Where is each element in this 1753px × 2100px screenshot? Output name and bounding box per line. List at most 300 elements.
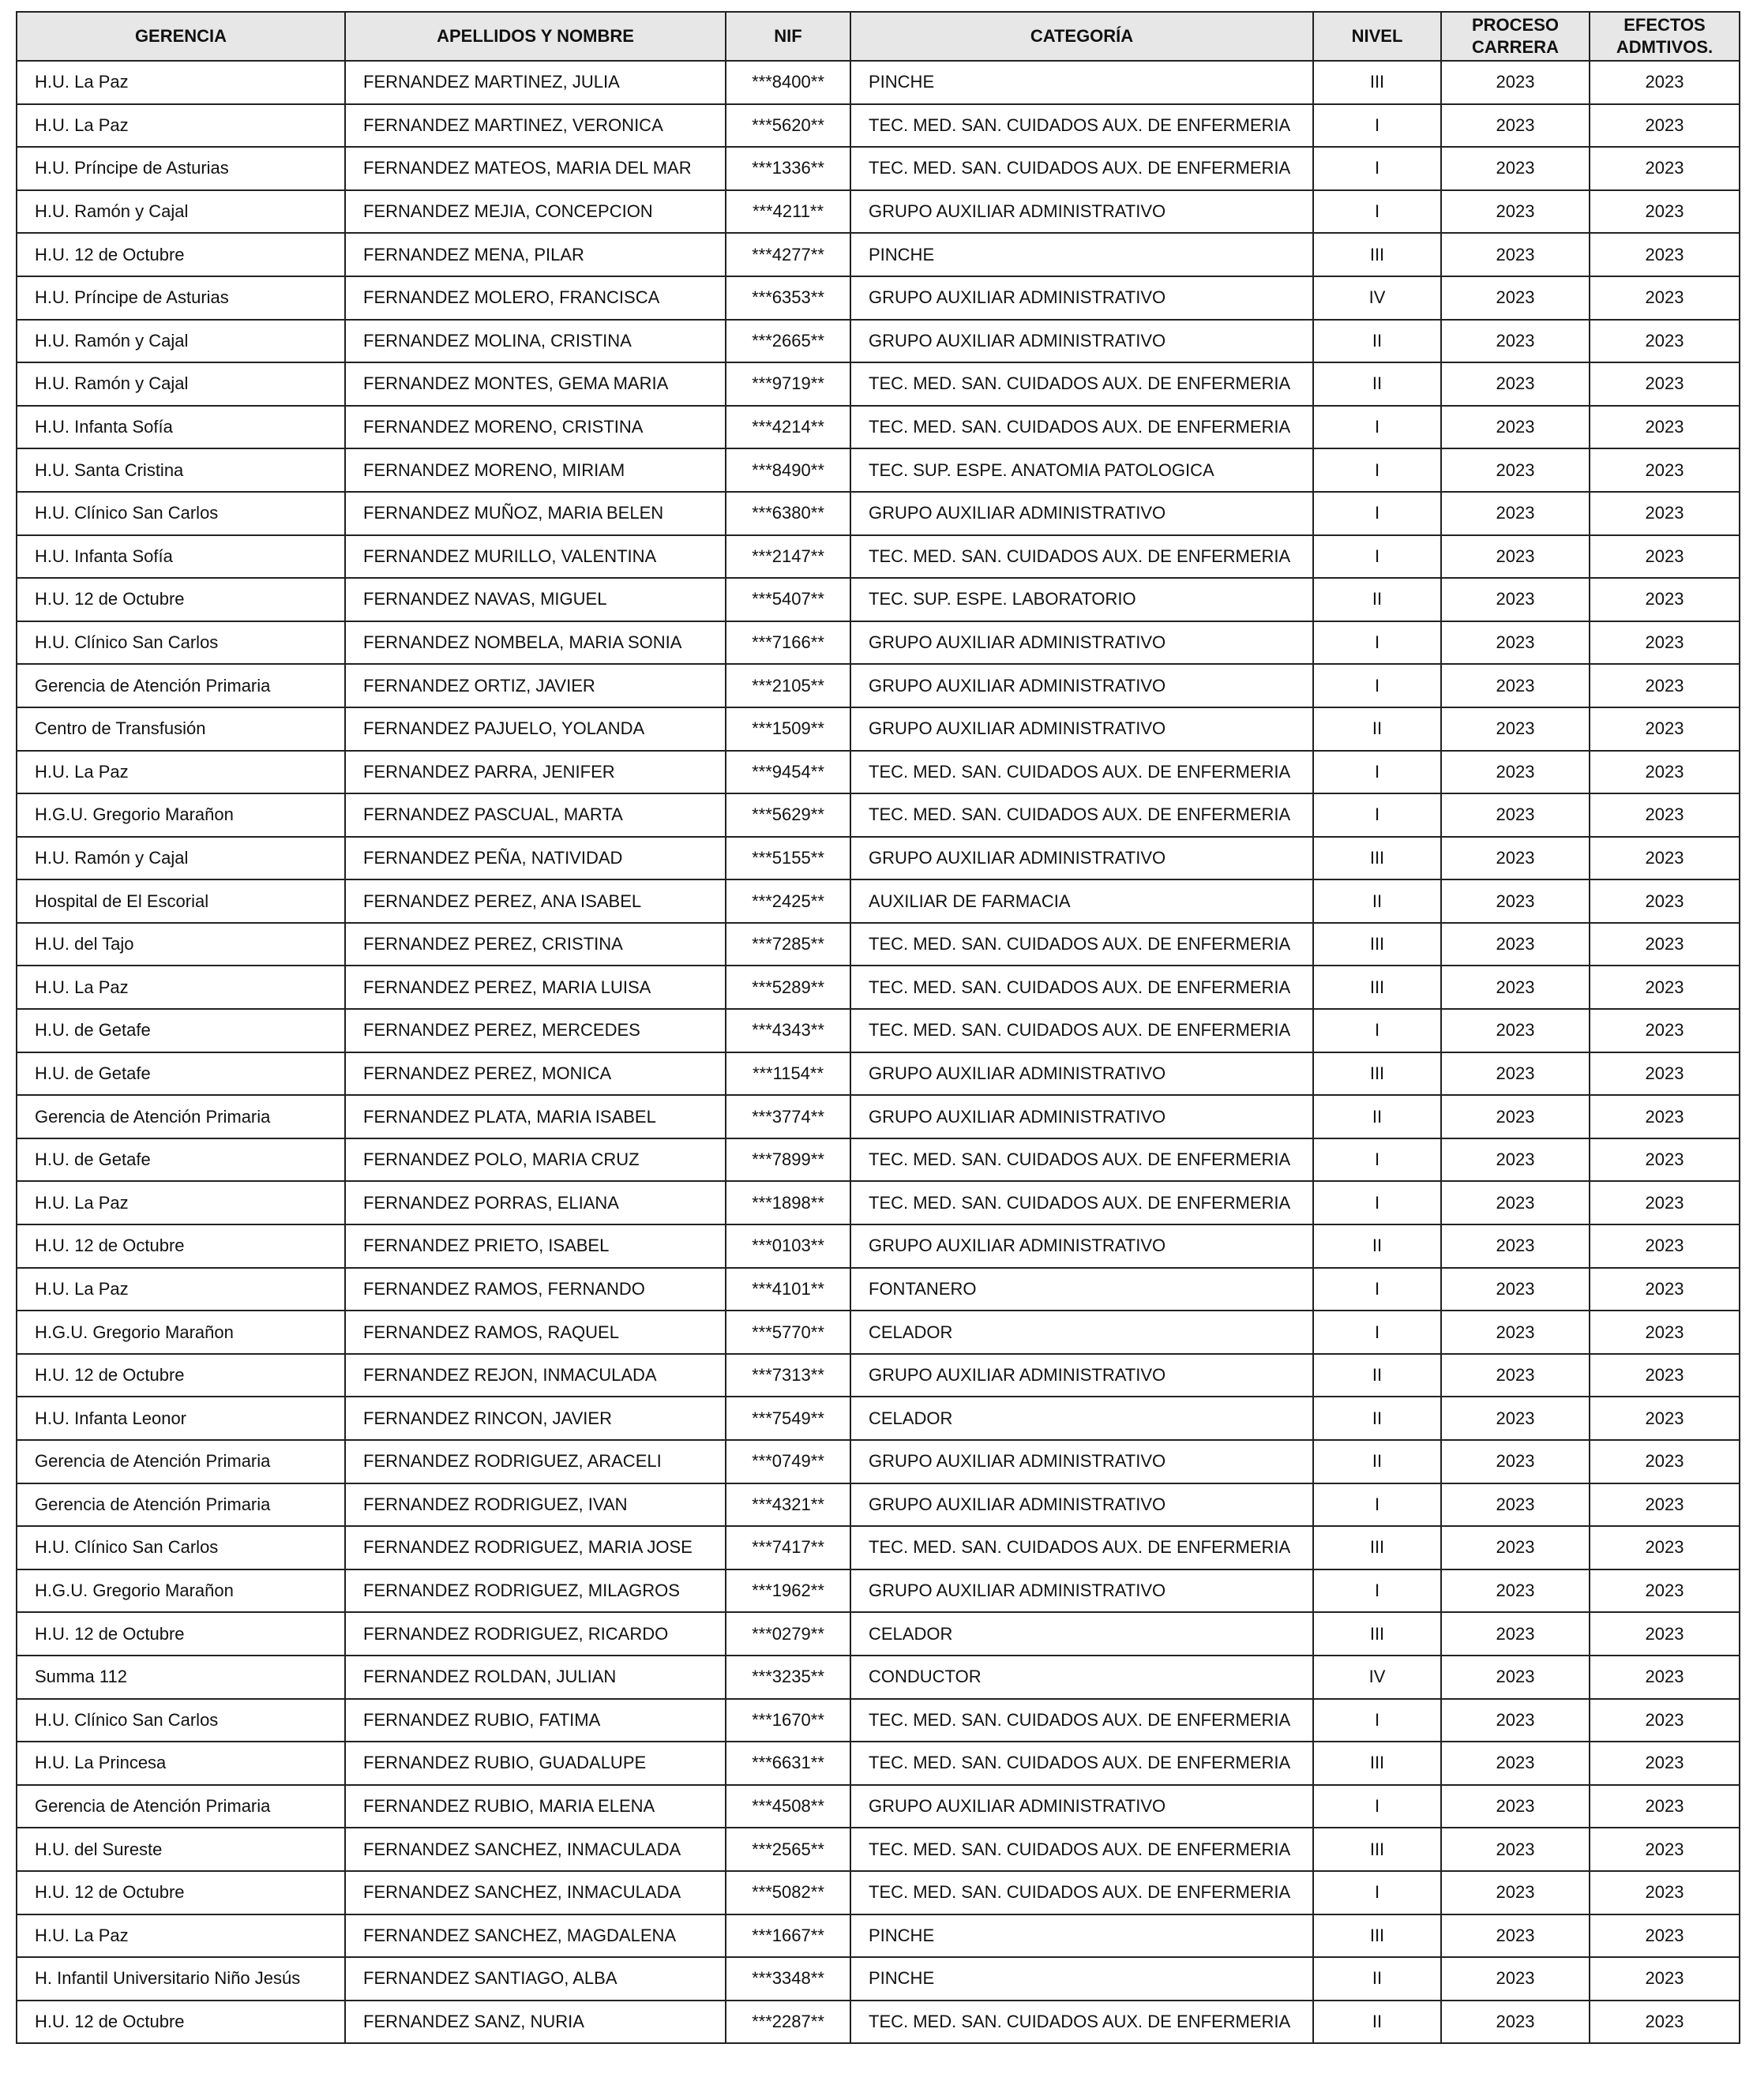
cell-proceso: 2023 bbox=[1441, 1354, 1590, 1397]
cell-nombre: FERNANDEZ PEÑA, NATIVIDAD bbox=[345, 837, 726, 880]
cell-proceso: 2023 bbox=[1441, 1785, 1590, 1828]
cell-nivel: I bbox=[1313, 1699, 1441, 1742]
cell-proceso: 2023 bbox=[1441, 1828, 1590, 1871]
cell-proceso: 2023 bbox=[1441, 1526, 1590, 1569]
cell-proceso: 2023 bbox=[1441, 1871, 1590, 1914]
cell-nivel: III bbox=[1313, 233, 1441, 276]
cell-nombre: FERNANDEZ MOLINA, CRISTINA bbox=[345, 320, 726, 363]
cell-nivel: I bbox=[1313, 751, 1441, 794]
cell-gerencia: H.U. 12 de Octubre bbox=[17, 233, 345, 276]
cell-nif: ***1898** bbox=[726, 1181, 850, 1224]
cell-nombre: FERNANDEZ RODRIGUEZ, ARACELI bbox=[345, 1440, 726, 1483]
cell-efectos: 2023 bbox=[1590, 1354, 1740, 1397]
table-row bbox=[17, 233, 1740, 276]
cell-proceso: 2023 bbox=[1441, 1656, 1590, 1699]
cell-efectos: 2023 bbox=[1590, 233, 1740, 276]
cell-categoria: GRUPO AUXILIAR ADMINISTRATIVO bbox=[850, 276, 1313, 320]
cell-nombre: FERNANDEZ NOMBELA, MARIA SONIA bbox=[345, 621, 726, 665]
cell-proceso: 2023 bbox=[1441, 233, 1590, 276]
cell-nif: ***2565** bbox=[726, 1828, 850, 1871]
table-row bbox=[17, 320, 1740, 363]
cell-efectos: 2023 bbox=[1590, 1742, 1740, 1785]
cell-efectos: 2023 bbox=[1590, 751, 1740, 794]
cell-efectos: 2023 bbox=[1590, 1569, 1740, 1613]
table-row bbox=[17, 535, 1740, 579]
cell-gerencia: Gerencia de Atención Primaria bbox=[17, 1483, 345, 1527]
cell-nif: ***3774** bbox=[726, 1095, 850, 1138]
header-nivel: NIVEL bbox=[1313, 12, 1441, 61]
cell-efectos: 2023 bbox=[1590, 448, 1740, 492]
cell-proceso: 2023 bbox=[1441, 190, 1590, 234]
cell-proceso: 2023 bbox=[1441, 1009, 1590, 1052]
cell-gerencia: H.U. del Tajo bbox=[17, 923, 345, 966]
cell-efectos: 2023 bbox=[1590, 923, 1740, 966]
table-row bbox=[17, 362, 1740, 406]
cell-nif: ***7549** bbox=[726, 1397, 850, 1440]
cell-proceso: 2023 bbox=[1441, 276, 1590, 320]
cell-gerencia: H.U. Ramón y Cajal bbox=[17, 362, 345, 406]
table-row bbox=[17, 1569, 1740, 1613]
cell-proceso: 2023 bbox=[1441, 535, 1590, 579]
cell-gerencia: H.U. 12 de Octubre bbox=[17, 1224, 345, 1268]
table-row bbox=[17, 837, 1740, 880]
cell-nif: ***5155** bbox=[726, 837, 850, 880]
table-row bbox=[17, 751, 1740, 794]
cell-proceso: 2023 bbox=[1441, 104, 1590, 148]
cell-nivel: I bbox=[1313, 1138, 1441, 1182]
cell-nombre: FERNANDEZ RUBIO, GUADALUPE bbox=[345, 1742, 726, 1785]
cell-proceso: 2023 bbox=[1441, 664, 1590, 707]
cell-nivel: III bbox=[1313, 923, 1441, 966]
cell-categoria: TEC. MED. SAN. CUIDADOS AUX. DE ENFERMERIA bbox=[850, 362, 1313, 406]
cell-efectos: 2023 bbox=[1590, 1138, 1740, 1182]
cell-categoria: PINCHE bbox=[850, 1914, 1313, 1958]
cell-proceso: 2023 bbox=[1441, 578, 1590, 621]
cell-categoria: GRUPO AUXILIAR ADMINISTRATIVO bbox=[850, 1785, 1313, 1828]
cell-nif: ***1509** bbox=[726, 707, 850, 751]
cell-categoria: CELADOR bbox=[850, 1397, 1313, 1440]
cell-gerencia: Gerencia de Atención Primaria bbox=[17, 664, 345, 707]
cell-gerencia: H.U. Infanta Sofía bbox=[17, 406, 345, 449]
cell-nivel: I bbox=[1313, 406, 1441, 449]
cell-nivel: III bbox=[1313, 1612, 1441, 1656]
cell-nombre: FERNANDEZ MURILLO, VALENTINA bbox=[345, 535, 726, 579]
header-nif: NIF bbox=[726, 12, 850, 61]
cell-categoria: GRUPO AUXILIAR ADMINISTRATIVO bbox=[850, 707, 1313, 751]
table-row bbox=[17, 448, 1740, 492]
cell-gerencia: H.U. de Getafe bbox=[17, 1009, 345, 1052]
cell-nif: ***5620** bbox=[726, 104, 850, 148]
header-proceso-carrera bbox=[1441, 12, 1590, 61]
cell-nif: ***5082** bbox=[726, 1871, 850, 1914]
cell-nif: ***2287** bbox=[726, 2001, 850, 2044]
table-row bbox=[17, 61, 1740, 104]
cell-efectos: 2023 bbox=[1590, 1440, 1740, 1483]
cell-proceso: 2023 bbox=[1441, 362, 1590, 406]
cell-nombre: FERNANDEZ POLO, MARIA CRUZ bbox=[345, 1138, 726, 1182]
cell-nif: ***4214** bbox=[726, 406, 850, 449]
cell-nombre: FERNANDEZ MATEOS, MARIA DEL MAR bbox=[345, 147, 726, 190]
table-row bbox=[17, 923, 1740, 966]
cell-nombre: FERNANDEZ PEREZ, CRISTINA bbox=[345, 923, 726, 966]
cell-efectos: 2023 bbox=[1590, 1656, 1740, 1699]
cell-proceso: 2023 bbox=[1441, 1914, 1590, 1958]
table-row bbox=[17, 406, 1740, 449]
table-row bbox=[17, 2001, 1740, 2044]
cell-nombre: FERNANDEZ PLATA, MARIA ISABEL bbox=[345, 1095, 726, 1138]
cell-gerencia: Centro de Transfusión bbox=[17, 707, 345, 751]
cell-gerencia: H.U. La Paz bbox=[17, 1268, 345, 1311]
document-page bbox=[16, 11, 1740, 2044]
cell-proceso: 2023 bbox=[1441, 492, 1590, 535]
cell-gerencia: Gerencia de Atención Primaria bbox=[17, 1095, 345, 1138]
cell-nif: ***9454** bbox=[726, 751, 850, 794]
cell-nombre: FERNANDEZ PASCUAL, MARTA bbox=[345, 793, 726, 837]
cell-nivel: II bbox=[1313, 1095, 1441, 1138]
cell-efectos: 2023 bbox=[1590, 879, 1740, 923]
cell-nivel: II bbox=[1313, 707, 1441, 751]
cell-gerencia: H.U. Infanta Sofía bbox=[17, 535, 345, 579]
cell-efectos: 2023 bbox=[1590, 276, 1740, 320]
cell-nivel: III bbox=[1313, 61, 1441, 104]
cell-nivel: I bbox=[1313, 1311, 1441, 1354]
cell-gerencia: H.U. La Paz bbox=[17, 751, 345, 794]
table-row bbox=[17, 1914, 1740, 1958]
cell-nif: ***9719** bbox=[726, 362, 850, 406]
table-row bbox=[17, 621, 1740, 665]
table-row bbox=[17, 1354, 1740, 1397]
cell-nivel: I bbox=[1313, 664, 1441, 707]
cell-proceso: 2023 bbox=[1441, 793, 1590, 837]
cell-proceso: 2023 bbox=[1441, 879, 1590, 923]
table-row bbox=[17, 1699, 1740, 1742]
cell-nif: ***4101** bbox=[726, 1268, 850, 1311]
cell-nombre: FERNANDEZ NAVAS, MIGUEL bbox=[345, 578, 726, 621]
cell-nombre: FERNANDEZ SANZ, NURIA bbox=[345, 2001, 726, 2044]
header-nombre: APELLIDOS Y NOMBRE bbox=[345, 12, 726, 61]
cell-nombre: FERNANDEZ SANCHEZ, INMACULADA bbox=[345, 1828, 726, 1871]
cell-categoria: TEC. MED. SAN. CUIDADOS AUX. DE ENFERMERIA bbox=[850, 406, 1313, 449]
cell-efectos: 2023 bbox=[1590, 535, 1740, 579]
cell-nif: ***6353** bbox=[726, 276, 850, 320]
cell-proceso: 2023 bbox=[1441, 1224, 1590, 1268]
cell-nif: ***7166** bbox=[726, 621, 850, 665]
cell-nivel: I bbox=[1313, 190, 1441, 234]
cell-categoria: GRUPO AUXILIAR ADMINISTRATIVO bbox=[850, 621, 1313, 665]
cell-gerencia: H.U. 12 de Octubre bbox=[17, 578, 345, 621]
cell-nif: ***0103** bbox=[726, 1224, 850, 1268]
cell-nivel: II bbox=[1313, 2001, 1441, 2044]
table-row bbox=[17, 1009, 1740, 1052]
cell-nombre: FERNANDEZ PEREZ, ANA ISABEL bbox=[345, 879, 726, 923]
cell-nif: ***1154** bbox=[726, 1052, 850, 1096]
cell-nombre: FERNANDEZ PARRA, JENIFER bbox=[345, 751, 726, 794]
cell-nivel: I bbox=[1313, 104, 1441, 148]
cell-nif: ***1336** bbox=[726, 147, 850, 190]
table-body bbox=[17, 61, 1740, 2043]
cell-nombre: FERNANDEZ RODRIGUEZ, RICARDO bbox=[345, 1612, 726, 1656]
cell-efectos: 2023 bbox=[1590, 1871, 1740, 1914]
cell-nombre: FERNANDEZ PEREZ, MARIA LUISA bbox=[345, 966, 726, 1009]
cell-efectos: 2023 bbox=[1590, 664, 1740, 707]
cell-proceso: 2023 bbox=[1441, 837, 1590, 880]
cell-nif: ***4211** bbox=[726, 190, 850, 234]
cell-gerencia: H.U. 12 de Octubre bbox=[17, 1871, 345, 1914]
cell-efectos: 2023 bbox=[1590, 2001, 1740, 2044]
cell-gerencia: H.G.U. Gregorio Marañon bbox=[17, 1569, 345, 1613]
cell-gerencia: H.U. La Paz bbox=[17, 104, 345, 148]
cell-nombre: FERNANDEZ RODRIGUEZ, MILAGROS bbox=[345, 1569, 726, 1613]
cell-nivel: II bbox=[1313, 1440, 1441, 1483]
header-proceso-line1: PROCESO bbox=[1471, 15, 1560, 35]
cell-nivel: II bbox=[1313, 578, 1441, 621]
cell-nif: ***2425** bbox=[726, 879, 850, 923]
cell-nombre: FERNANDEZ PAJUELO, YOLANDA bbox=[345, 707, 726, 751]
header-efectos-line2: ADMTIVOS. bbox=[1616, 37, 1714, 57]
table-row bbox=[17, 147, 1740, 190]
cell-nivel: II bbox=[1313, 1354, 1441, 1397]
cell-nif: ***6631** bbox=[726, 1742, 850, 1785]
cell-nombre: FERNANDEZ RAMOS, RAQUEL bbox=[345, 1311, 726, 1354]
table-row bbox=[17, 1828, 1740, 1871]
cell-proceso: 2023 bbox=[1441, 751, 1590, 794]
cell-categoria: FONTANERO bbox=[850, 1268, 1313, 1311]
cell-categoria: GRUPO AUXILIAR ADMINISTRATIVO bbox=[850, 1483, 1313, 1527]
cell-nif: ***3348** bbox=[726, 1957, 850, 2001]
header-categoria: CATEGORÍA bbox=[850, 12, 1313, 61]
table-row bbox=[17, 578, 1740, 621]
cell-nif: ***8490** bbox=[726, 448, 850, 492]
cell-nif: ***1670** bbox=[726, 1699, 850, 1742]
cell-nombre: FERNANDEZ PRIETO, ISABEL bbox=[345, 1224, 726, 1268]
cell-nivel: I bbox=[1313, 492, 1441, 535]
cell-nombre: FERNANDEZ SANCHEZ, INMACULADA bbox=[345, 1871, 726, 1914]
table-row bbox=[17, 1397, 1740, 1440]
cell-nivel: I bbox=[1313, 1181, 1441, 1224]
cell-categoria: TEC. MED. SAN. CUIDADOS AUX. DE ENFERMERIA bbox=[850, 793, 1313, 837]
cell-nif: ***4277** bbox=[726, 233, 850, 276]
cell-proceso: 2023 bbox=[1441, 1742, 1590, 1785]
cell-efectos: 2023 bbox=[1590, 1224, 1740, 1268]
table-row bbox=[17, 1612, 1740, 1656]
cell-gerencia: H.U. Príncipe de Asturias bbox=[17, 147, 345, 190]
cell-categoria: TEC. MED. SAN. CUIDADOS AUX. DE ENFERMERIA bbox=[850, 2001, 1313, 2044]
table-row bbox=[17, 1311, 1740, 1354]
table-header-row bbox=[17, 12, 1740, 61]
cell-proceso: 2023 bbox=[1441, 1095, 1590, 1138]
cell-nombre: FERNANDEZ MARTINEZ, JULIA bbox=[345, 61, 726, 104]
cell-efectos: 2023 bbox=[1590, 1181, 1740, 1224]
table-row bbox=[17, 276, 1740, 320]
cell-nombre: FERNANDEZ PEREZ, MONICA bbox=[345, 1052, 726, 1096]
cell-categoria: GRUPO AUXILIAR ADMINISTRATIVO bbox=[850, 1354, 1313, 1397]
cell-proceso: 2023 bbox=[1441, 147, 1590, 190]
cell-nivel: III bbox=[1313, 837, 1441, 880]
cell-gerencia: H.U. La Paz bbox=[17, 61, 345, 104]
table-row bbox=[17, 1742, 1740, 1785]
cell-gerencia: H.U. La Paz bbox=[17, 1914, 345, 1958]
cell-proceso: 2023 bbox=[1441, 1483, 1590, 1527]
cell-categoria: GRUPO AUXILIAR ADMINISTRATIVO bbox=[850, 1569, 1313, 1613]
table-row bbox=[17, 1052, 1740, 1096]
cell-gerencia: H.U. Clínico San Carlos bbox=[17, 621, 345, 665]
cell-efectos: 2023 bbox=[1590, 1785, 1740, 1828]
table-row bbox=[17, 1656, 1740, 1699]
cell-efectos: 2023 bbox=[1590, 147, 1740, 190]
cell-proceso: 2023 bbox=[1441, 1440, 1590, 1483]
cell-efectos: 2023 bbox=[1590, 1828, 1740, 1871]
cell-gerencia: H.U. 12 de Octubre bbox=[17, 1612, 345, 1656]
table-row bbox=[17, 190, 1740, 234]
cell-categoria: TEC. MED. SAN. CUIDADOS AUX. DE ENFERMERIA bbox=[850, 1138, 1313, 1182]
cell-nombre: FERNANDEZ PEREZ, MERCEDES bbox=[345, 1009, 726, 1052]
cell-nivel: I bbox=[1313, 793, 1441, 837]
table-row bbox=[17, 492, 1740, 535]
cell-proceso: 2023 bbox=[1441, 1052, 1590, 1096]
cell-gerencia: H.U. 12 de Octubre bbox=[17, 2001, 345, 2044]
header-proceso-line2: CARRERA bbox=[1472, 37, 1559, 57]
cell-proceso: 2023 bbox=[1441, 448, 1590, 492]
cell-proceso: 2023 bbox=[1441, 923, 1590, 966]
cell-efectos: 2023 bbox=[1590, 1526, 1740, 1569]
cell-categoria: TEC. MED. SAN. CUIDADOS AUX. DE ENFERMERIA bbox=[850, 104, 1313, 148]
cell-categoria: TEC. MED. SAN. CUIDADOS AUX. DE ENFERMERIA bbox=[850, 1009, 1313, 1052]
cell-nivel: II bbox=[1313, 320, 1441, 363]
cell-nivel: I bbox=[1313, 535, 1441, 579]
cell-nif: ***1667** bbox=[726, 1914, 850, 1958]
cell-efectos: 2023 bbox=[1590, 1699, 1740, 1742]
cell-proceso: 2023 bbox=[1441, 1957, 1590, 2001]
cell-proceso: 2023 bbox=[1441, 966, 1590, 1009]
table-row bbox=[17, 966, 1740, 1009]
cell-proceso: 2023 bbox=[1441, 1397, 1590, 1440]
cell-categoria: GRUPO AUXILIAR ADMINISTRATIVO bbox=[850, 190, 1313, 234]
cell-categoria: TEC. MED. SAN. CUIDADOS AUX. DE ENFERMERIA bbox=[850, 1828, 1313, 1871]
cell-proceso: 2023 bbox=[1441, 1268, 1590, 1311]
table-row bbox=[17, 793, 1740, 837]
table-row bbox=[17, 1526, 1740, 1569]
cell-nif: ***7313** bbox=[726, 1354, 850, 1397]
cell-nif: ***3235** bbox=[726, 1656, 850, 1699]
cell-gerencia: H.U. del Sureste bbox=[17, 1828, 345, 1871]
cell-gerencia: H. Infantil Universitario Niño Jesús bbox=[17, 1957, 345, 2001]
cell-categoria: GRUPO AUXILIAR ADMINISTRATIVO bbox=[850, 320, 1313, 363]
cell-gerencia: H.U. de Getafe bbox=[17, 1138, 345, 1182]
cell-efectos: 2023 bbox=[1590, 1009, 1740, 1052]
cell-categoria: TEC. MED. SAN. CUIDADOS AUX. DE ENFERMERIA bbox=[850, 1699, 1313, 1742]
table-row bbox=[17, 1785, 1740, 1828]
cell-gerencia: Gerencia de Atención Primaria bbox=[17, 1785, 345, 1828]
cell-nombre: FERNANDEZ MUÑOZ, MARIA BELEN bbox=[345, 492, 726, 535]
cell-categoria: GRUPO AUXILIAR ADMINISTRATIVO bbox=[850, 1224, 1313, 1268]
cell-nif: ***6380** bbox=[726, 492, 850, 535]
cell-nombre: FERNANDEZ RODRIGUEZ, MARIA JOSE bbox=[345, 1526, 726, 1569]
cell-efectos: 2023 bbox=[1590, 1914, 1740, 1958]
cell-nif: ***8400** bbox=[726, 61, 850, 104]
cell-nif: ***0749** bbox=[726, 1440, 850, 1483]
cell-categoria: PINCHE bbox=[850, 233, 1313, 276]
table-row bbox=[17, 664, 1740, 707]
cell-gerencia: H.U. Clínico San Carlos bbox=[17, 1526, 345, 1569]
table-row bbox=[17, 1095, 1740, 1138]
cell-nif: ***0279** bbox=[726, 1612, 850, 1656]
cell-proceso: 2023 bbox=[1441, 61, 1590, 104]
cell-efectos: 2023 bbox=[1590, 190, 1740, 234]
cell-gerencia: H.G.U. Gregorio Marañon bbox=[17, 793, 345, 837]
cell-proceso: 2023 bbox=[1441, 1569, 1590, 1613]
cell-proceso: 2023 bbox=[1441, 320, 1590, 363]
cell-nivel: II bbox=[1313, 1397, 1441, 1440]
table-row bbox=[17, 1138, 1740, 1182]
cell-categoria: GRUPO AUXILIAR ADMINISTRATIVO bbox=[850, 664, 1313, 707]
cell-nombre: FERNANDEZ MEJIA, CONCEPCION bbox=[345, 190, 726, 234]
cell-nivel: II bbox=[1313, 1224, 1441, 1268]
cell-nombre: FERNANDEZ PORRAS, ELIANA bbox=[345, 1181, 726, 1224]
cell-categoria: TEC. SUP. ESPE. LABORATORIO bbox=[850, 578, 1313, 621]
cell-nivel: IV bbox=[1313, 1656, 1441, 1699]
cell-nif: ***4321** bbox=[726, 1483, 850, 1527]
cell-nivel: I bbox=[1313, 448, 1441, 492]
cell-nif: ***4343** bbox=[726, 1009, 850, 1052]
cell-nif: ***7899** bbox=[726, 1138, 850, 1182]
cell-nombre: FERNANDEZ MORENO, CRISTINA bbox=[345, 406, 726, 449]
cell-efectos: 2023 bbox=[1590, 578, 1740, 621]
cell-categoria: TEC. MED. SAN. CUIDADOS AUX. DE ENFERMERIA bbox=[850, 923, 1313, 966]
header-efectos-line1: EFECTOS bbox=[1623, 15, 1706, 35]
cell-nif: ***2147** bbox=[726, 535, 850, 579]
cell-efectos: 2023 bbox=[1590, 621, 1740, 665]
cell-efectos: 2023 bbox=[1590, 837, 1740, 880]
cell-efectos: 2023 bbox=[1590, 1483, 1740, 1527]
cell-nombre: FERNANDEZ RINCON, JAVIER bbox=[345, 1397, 726, 1440]
cell-categoria: TEC. MED. SAN. CUIDADOS AUX. DE ENFERMERIA bbox=[850, 1181, 1313, 1224]
cell-nivel: II bbox=[1313, 362, 1441, 406]
cell-nombre: FERNANDEZ ORTIZ, JAVIER bbox=[345, 664, 726, 707]
cell-gerencia: H.U. Ramón y Cajal bbox=[17, 837, 345, 880]
cell-nombre: FERNANDEZ MENA, PILAR bbox=[345, 233, 726, 276]
table-row bbox=[17, 879, 1740, 923]
cell-nombre: FERNANDEZ REJON, INMACULADA bbox=[345, 1354, 726, 1397]
cell-gerencia: H.U. Santa Cristina bbox=[17, 448, 345, 492]
cell-nivel: I bbox=[1313, 1268, 1441, 1311]
cell-efectos: 2023 bbox=[1590, 320, 1740, 363]
cell-categoria: GRUPO AUXILIAR ADMINISTRATIVO bbox=[850, 1052, 1313, 1096]
cell-nivel: III bbox=[1313, 1742, 1441, 1785]
cell-gerencia: H.U. 12 de Octubre bbox=[17, 1354, 345, 1397]
cell-gerencia: Hospital de El Escorial bbox=[17, 879, 345, 923]
cell-categoria: GRUPO AUXILIAR ADMINISTRATIVO bbox=[850, 492, 1313, 535]
cell-efectos: 2023 bbox=[1590, 966, 1740, 1009]
cell-nombre: FERNANDEZ ROLDAN, JULIAN bbox=[345, 1656, 726, 1699]
cell-proceso: 2023 bbox=[1441, 1181, 1590, 1224]
header-efectos-admtivos bbox=[1590, 12, 1740, 61]
cell-categoria: CONDUCTOR bbox=[850, 1656, 1313, 1699]
table-row bbox=[17, 1957, 1740, 2001]
cell-nombre: FERNANDEZ SANTIAGO, ALBA bbox=[345, 1957, 726, 2001]
cell-nivel: II bbox=[1313, 1957, 1441, 2001]
cell-categoria: CELADOR bbox=[850, 1311, 1313, 1354]
cell-efectos: 2023 bbox=[1590, 1052, 1740, 1096]
cell-nif: ***5770** bbox=[726, 1311, 850, 1354]
cell-categoria: GRUPO AUXILIAR ADMINISTRATIVO bbox=[850, 837, 1313, 880]
cell-nivel: I bbox=[1313, 1785, 1441, 1828]
cell-nivel: I bbox=[1313, 147, 1441, 190]
cell-nivel: I bbox=[1313, 621, 1441, 665]
cell-categoria: PINCHE bbox=[850, 1957, 1313, 2001]
cell-categoria: CELADOR bbox=[850, 1612, 1313, 1656]
cell-gerencia: H.U. Infanta Leonor bbox=[17, 1397, 345, 1440]
cell-gerencia: H.U. La Princesa bbox=[17, 1742, 345, 1785]
